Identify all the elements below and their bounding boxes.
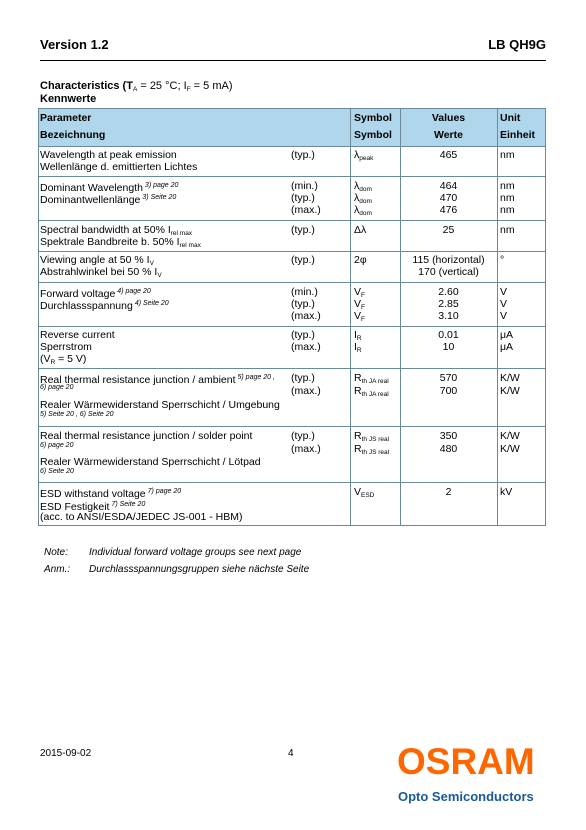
product-name: LB QH9G <box>488 37 546 52</box>
anm-text: Durchlassspannungsgruppen siehe nächste Seite <box>89 564 310 575</box>
header-unit: Unit <box>500 112 521 124</box>
note-text: Individual forward voltage groups see next page <box>89 547 302 558</box>
footer-date: 2015-09-02 <box>40 748 92 759</box>
header-werte: Werte <box>434 129 463 141</box>
header-divider <box>40 60 546 61</box>
header-bezeichnung: Bezeichnung <box>40 129 106 141</box>
note-label: Note: <box>44 547 68 558</box>
characteristics-title: Characteristics ($T_A = 25$ °C; $I_F = 5$ mA) <box>40 80 233 93</box>
document-version: Version 1.2 <box>40 37 109 52</box>
osram-logo: OSRAM <box>397 741 535 782</box>
page-number: 4 <box>288 748 294 759</box>
logo-subtitle: Opto Semiconductors <box>398 789 534 804</box>
anm-label: Anm.: <box>44 564 71 575</box>
header-symbol-de: Symbol <box>354 129 392 141</box>
header-values: Values <box>431 112 466 124</box>
header-parameter: Parameter <box>40 112 92 124</box>
header-einheit: Einheit <box>500 129 536 141</box>
header-symbol: Symbol <box>354 112 392 124</box>
characteristics-subtitle: Kennwerte <box>40 93 97 105</box>
